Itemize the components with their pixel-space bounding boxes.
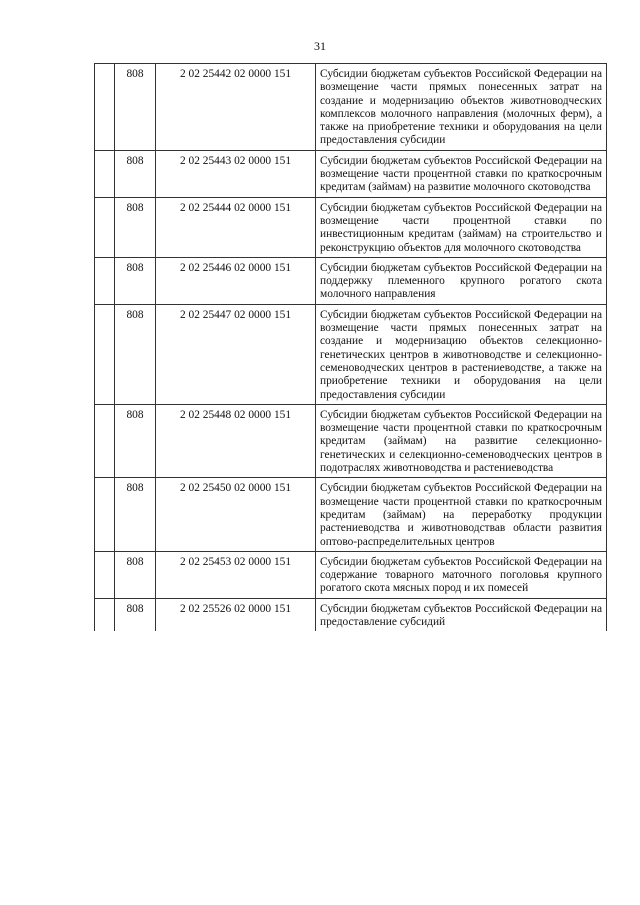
empty-cell <box>95 304 115 404</box>
empty-cell <box>95 478 115 551</box>
empty-cell <box>95 551 115 598</box>
budget-code-cell: 2 02 25446 02 0000 151 <box>156 257 316 304</box>
table-row <box>95 304 607 404</box>
budget-code-cell: 2 02 25442 02 0000 151 <box>156 64 316 151</box>
budget-code-cell: 2 02 25443 02 0000 151 <box>156 150 316 197</box>
table-row <box>95 404 607 477</box>
budget-code-cell: 2 02 25448 02 0000 151 <box>156 404 316 477</box>
admin-code-cell: 808 <box>115 197 156 257</box>
description-cell: Субсидии бюджетам субъектов Российской Федерации на возмещение части прямых понесенных затрат на создание и модернизацию объектов селекционно-генетических центров в животноводстве и селекционно-семеноводческих центров в растениеводстве, а также на приобретение техники и оборудования на цели предоставления субсидии <box>316 304 607 404</box>
table-row <box>95 598 607 631</box>
empty-cell <box>95 598 115 631</box>
budget-code-cell: 2 02 25447 02 0000 151 <box>156 304 316 404</box>
description-cell: Субсидии бюджетам субъектов Российской Федерации на возмещение части прямых понесенных затрат на создание и модернизацию объектов животноводческих комплексов молочного направления (молочных ферм), а также на приобретение техники и оборудования на цели предоставления субсидии <box>316 64 607 151</box>
description-cell: Субсидии бюджетам субъектов Российской Федерации на предоставление субсидий <box>316 598 607 631</box>
admin-code-cell: 808 <box>115 304 156 404</box>
admin-code-cell: 808 <box>115 404 156 477</box>
table-row <box>95 257 607 304</box>
table-row <box>95 478 607 551</box>
budget-code-cell: 2 02 25444 02 0000 151 <box>156 197 316 257</box>
description-cell: Субсидии бюджетам субъектов Российской Федерации на возмещение части процентной ставки по краткосрочным кредитам (займам) на развитие селекционно-генетических и селекционно-семеноводческих центров в подотраслях животноводства и растениеводства <box>316 404 607 477</box>
description-cell: Субсидии бюджетам субъектов Российской Федерации на возмещение части процентной ставки по краткосрочным кредитам (займам) на развитие молочного скотоводства <box>316 150 607 197</box>
table-row <box>95 150 607 197</box>
table-row <box>95 64 607 151</box>
budget-code-cell: 2 02 25526 02 0000 151 <box>156 598 316 631</box>
empty-cell <box>95 257 115 304</box>
admin-code-cell: 808 <box>115 257 156 304</box>
empty-cell <box>95 150 115 197</box>
budget-code-cell: 2 02 25453 02 0000 151 <box>156 551 316 598</box>
admin-code-cell: 808 <box>115 551 156 598</box>
description-cell: Субсидии бюджетам субъектов Российской Федерации на возмещение части процентной ставки по инвестиционным кредитам (займам) на строительство и реконструкцию объектов для молочного скотоводства <box>316 197 607 257</box>
page-number: 31 <box>314 39 326 53</box>
admin-code-cell: 808 <box>115 64 156 151</box>
table-row <box>95 551 607 598</box>
table-row <box>95 197 607 257</box>
budget-codes-table <box>94 63 607 631</box>
description-cell: Субсидии бюджетам субъектов Российской Федерации на возмещение части процентной ставки по краткосрочным кредитам (займам) на переработку продукции растениеводства и животноводствав области развития оптово-распределительных центров <box>316 478 607 551</box>
description-cell: Субсидии бюджетам субъектов Российской Федерации на содержание товарного маточного поголовья крупного рогатого скота мясных пород и их помесей <box>316 551 607 598</box>
budget-code-cell: 2 02 25450 02 0000 151 <box>156 478 316 551</box>
empty-cell <box>95 197 115 257</box>
description-cell: Субсидии бюджетам субъектов Российской Федерации на поддержку племенного крупного рогатого скота молочного направления <box>316 257 607 304</box>
admin-code-cell: 808 <box>115 598 156 631</box>
admin-code-cell: 808 <box>115 478 156 551</box>
empty-cell <box>95 64 115 151</box>
empty-cell <box>95 404 115 477</box>
admin-code-cell: 808 <box>115 150 156 197</box>
